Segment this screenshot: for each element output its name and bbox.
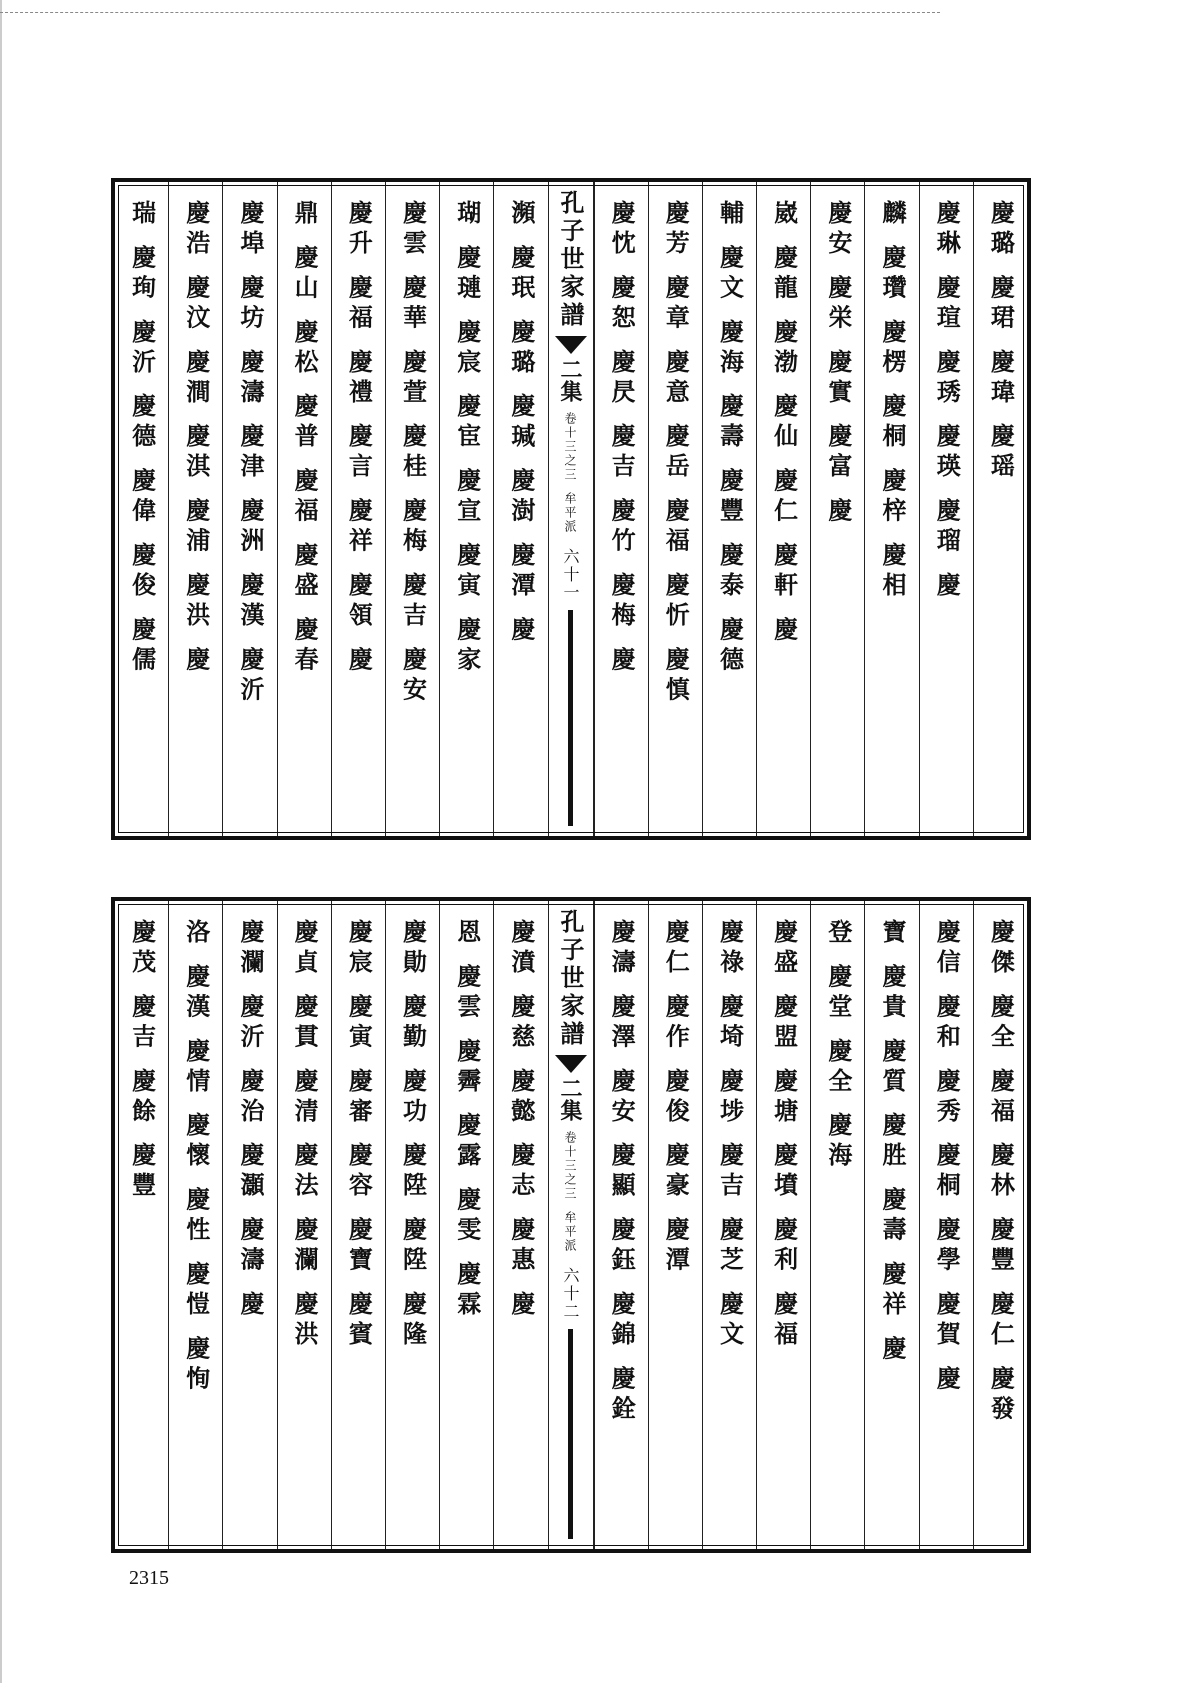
- genealogy-folio-62: [111, 897, 1031, 1553]
- name-column: 瀕 慶珉 慶璐 慶瑊 慶澍 慶潭 慶: [493, 182, 547, 836]
- name-column: 瑞 慶珣 慶沂 慶德 慶偉 慶俊 慶儒: [127, 200, 157, 677]
- branch-label: 牟平派: [563, 1211, 577, 1253]
- fold-bar: [568, 610, 573, 826]
- volume-label: 二集: [557, 358, 583, 402]
- branch-label: 牟平派: [563, 492, 577, 534]
- scan-top-line: [0, 12, 940, 16]
- name-column: 慶傑 慶全 慶福 慶林 慶豐 慶仁 慶發: [973, 901, 1027, 1549]
- fish-tail-mark: [555, 336, 587, 354]
- volume-label: 二集: [557, 1077, 583, 1121]
- name-column: 慶盛 慶盟 慶塘 慶墳 慶利 慶福: [756, 901, 810, 1549]
- name-column: 慶濆 慶慈 慶懿 慶志 慶惠 慶: [493, 901, 547, 1549]
- name-column: 慶茂 慶吉 慶餘 慶豐: [127, 919, 157, 1203]
- name-column: 輔 慶文 慶海 慶壽 慶豐 慶泰 慶德: [702, 182, 756, 836]
- name-column: 慶忱 慶恕 慶昃 慶吉 慶竹 慶梅 慶: [594, 182, 648, 836]
- name-column: 慶宸 慶寅 慶審 慶容 慶寶 慶賓: [331, 901, 385, 1549]
- fish-tail-mark: [555, 1055, 587, 1073]
- name-column: 慶升 慶福 慶禮 慶言 慶祥 慶領 慶: [331, 182, 385, 836]
- name-column: 慶瀾 慶沂 慶治 慶灝 慶濤 慶: [222, 901, 276, 1549]
- page-number: 2315: [129, 1567, 169, 1589]
- genealogy-folio-61: [111, 178, 1031, 840]
- name-column: 慶信 慶和 慶秀 慶桐 慶學 慶賀 慶: [919, 901, 973, 1549]
- name-column: 慶濤 慶澤 慶安 慶顯 慶鈺 慶錦 慶銓: [594, 901, 648, 1549]
- name-column: 慶勛 慶勤 慶功 慶陞 慶陞 慶隆: [385, 901, 439, 1549]
- name-column: 慶安 慶栄 慶實 慶富 慶: [810, 182, 864, 836]
- name-column: 瑚 慶璉 慶宸 慶宦 慶宣 慶寅 慶家: [439, 182, 493, 836]
- name-column: 崴 慶龍 慶渤 慶仙 慶仁 慶軒 慶: [756, 182, 810, 836]
- juan-label: 卷十三之三: [563, 1131, 577, 1201]
- name-column: 慶琳 慶瑄 慶琇 慶瑛 慶瑠 慶: [919, 182, 973, 836]
- name-column: 慶埠 慶坊 慶濤 慶津 慶洲 慶漢 慶沂: [222, 182, 276, 836]
- fold-bar: [568, 1329, 573, 1539]
- name-column: 鼎 慶山 慶松 慶普 慶福 慶盛 慶春: [277, 182, 331, 836]
- name-column: 慶芳 慶章 慶意 慶岳 慶福 慶忻 慶慎: [648, 182, 702, 836]
- name-column: 麟 慶瓚 慶楞 慶桐 慶梓 慶相: [864, 182, 918, 836]
- folio-page-number: 六十二: [561, 1267, 580, 1321]
- name-column: 恩 慶雲 慶霽 慶露 慶雯 慶霖: [439, 901, 493, 1549]
- name-column: 慶仁 慶作 慶俊 慶豪 慶潭: [648, 901, 702, 1549]
- juan-label: 卷十三之三: [563, 412, 577, 482]
- name-column: 洛 慶漢 慶情 慶懷 慶性 慶愷 慶恂: [168, 901, 222, 1549]
- name-column: 登 慶堂 慶全 慶海: [810, 901, 864, 1549]
- name-column: 慶雲 慶華 慶萱 慶桂 慶梅 慶吉 慶安: [385, 182, 439, 836]
- name-column: 寶 慶貴 慶質 慶胜 慶壽 慶祥 慶: [864, 901, 918, 1549]
- name-column: 慶祿 慶埼 慶埗 慶吉 慶芝 慶文: [702, 901, 756, 1549]
- scan-edge: [0, 0, 2, 1683]
- book-title: 孔子世家譜: [556, 190, 585, 330]
- folio-page-number: 六十一: [561, 548, 580, 602]
- center-fold: [548, 901, 594, 1549]
- name-column: 慶璐 慶珺 慶瑋 慶瑶: [973, 182, 1027, 836]
- center-fold: [548, 182, 594, 836]
- name-column: 慶貞 慶貫 慶清 慶法 慶瀾 慶洪: [277, 901, 331, 1549]
- name-column: 慶浩 慶汶 慶澗 慶淇 慶浦 慶洪 慶: [168, 182, 222, 836]
- book-title: 孔子世家譜: [556, 909, 585, 1049]
